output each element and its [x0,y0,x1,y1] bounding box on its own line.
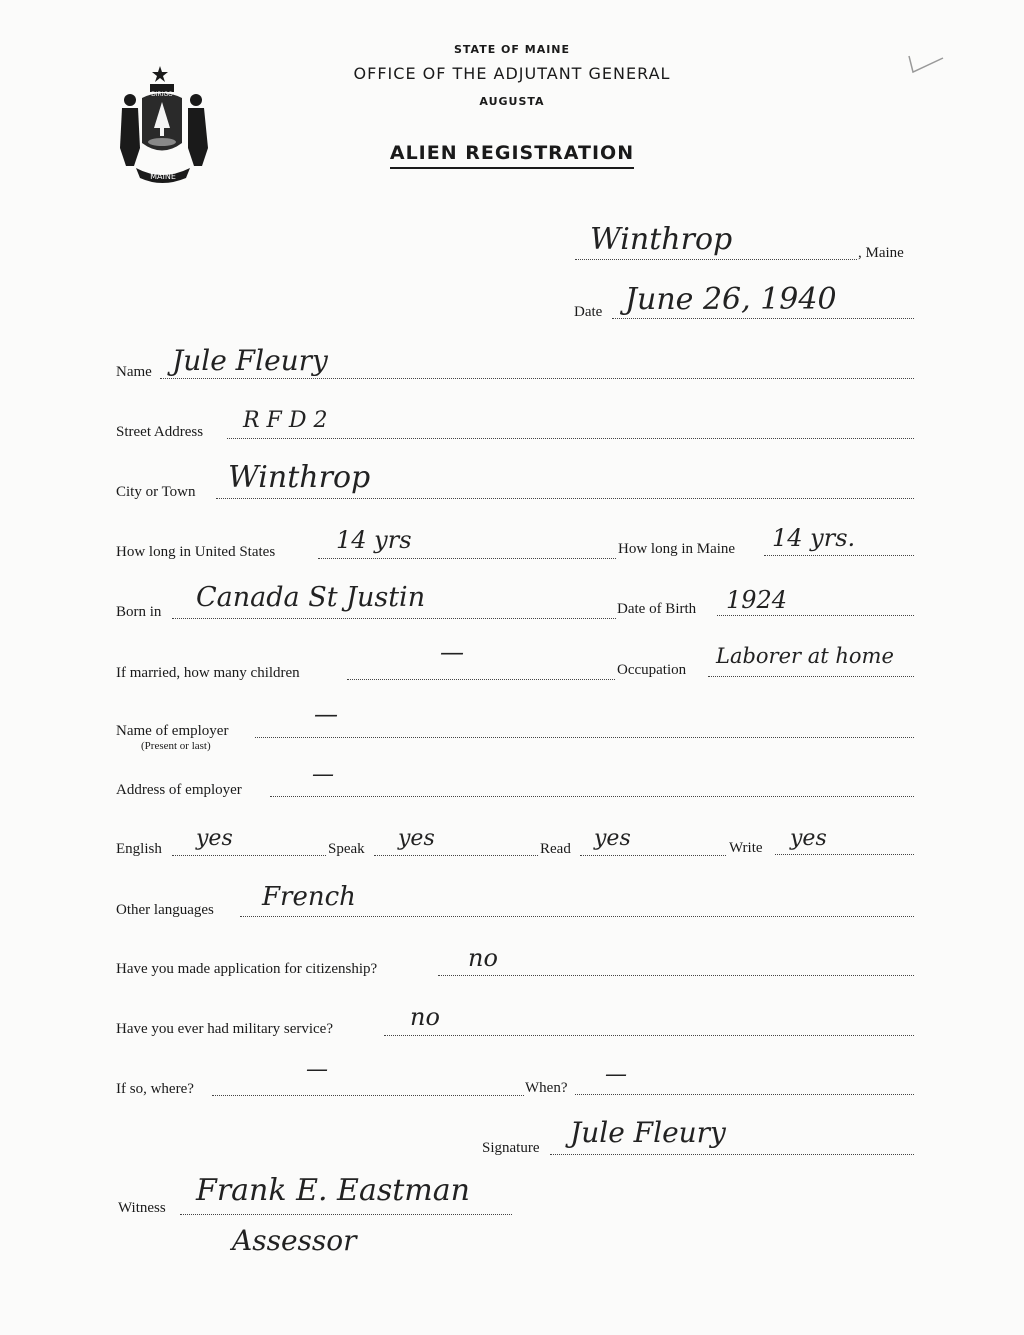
employer-address-label: Address of employer [116,782,242,798]
when-value: — [605,1062,627,1087]
seal-banner: MAINE [150,172,176,181]
check-mark-icon [905,52,945,82]
header-office: OFFICE OF THE ADJUTANT GENERAL [353,64,671,83]
born-in-label: Born in [116,604,162,620]
witness-line [180,1214,512,1215]
employer-address-value: — [312,762,334,787]
dob-label: Date of Birth [617,601,697,617]
dob-line [717,615,914,616]
military-line [384,1035,914,1036]
city-line [216,498,914,499]
if-so-where-label: If so, where? [116,1081,194,1097]
employer-address-line [270,796,914,797]
occupation-value: Laborer at home [716,644,894,668]
children-line [347,679,615,680]
name-value: Jule Fleury [172,344,328,377]
if-so-where-value: — [306,1057,328,1082]
employer-name-label: Name of employer [116,723,229,739]
how-long-maine-label: How long in Maine [618,541,736,557]
town-value: Winthrop [590,222,733,257]
date-label: Date [574,304,603,320]
write-line [775,854,914,855]
english-line [172,855,326,856]
how-long-us-line [318,558,616,559]
born-in-value: Canada St Justin [196,582,426,613]
form-title: ALIEN REGISTRATION [0,142,1024,164]
read-value: yes [594,826,631,851]
city-label: City or Town [116,484,196,500]
date-line [612,318,914,319]
other-languages-line [240,916,914,917]
read-line [580,855,726,856]
military-value: no [410,1003,440,1031]
speak-line [374,855,538,856]
citizenship-label: Have you made application for citizenship? [116,961,378,977]
employer-name-sublabel: (Present or last) [141,740,211,752]
seal-motto: DIRIGO [151,91,173,98]
military-label: Have you ever had military service? [116,1021,333,1037]
name-line [160,378,914,379]
occupation-label: Occupation [617,662,687,678]
header-city: AUGUSTA [479,95,545,108]
how-long-maine-value: 14 yrs. [772,524,856,552]
speak-label: Speak [328,841,365,857]
speak-value: yes [398,826,435,851]
occupation-line [708,676,914,677]
other-languages-value: French [262,882,356,912]
when-label: When? [525,1080,568,1096]
how-long-us-label: How long in United States [116,544,276,560]
how-long-us-value: 14 yrs [336,526,412,554]
citizenship-value: no [468,944,498,972]
other-languages-label: Other languages [116,902,214,918]
signature-line [550,1154,914,1155]
date-value: June 26, 1940 [625,282,837,317]
dob-value: 1924 [726,586,788,614]
read-label: Read [540,841,571,857]
street-label: Street Address [116,424,204,440]
witness-label: Witness [118,1200,166,1216]
maine-label: , Maine [858,245,904,261]
write-value: yes [790,826,827,851]
english-label: English [116,841,162,857]
if-so-where-line [212,1095,524,1096]
name-label: Name [116,364,152,380]
children-label: If married, how many children [116,665,300,681]
signature-value: Jule Fleury [570,1116,726,1149]
street-line [227,438,914,439]
city-value: Winthrop [228,460,371,495]
citizenship-line [438,975,914,976]
employer-name-line [255,737,914,738]
town-line [575,259,857,260]
witness-title: Assessor [232,1224,357,1257]
write-label: Write [729,840,763,856]
english-value: yes [196,826,233,851]
when-line [575,1094,914,1095]
how-long-maine-line [764,555,914,556]
header-state: STATE OF MAINE [453,43,571,56]
signature-label: Signature [482,1140,540,1156]
employer-name-value: — [314,700,338,728]
children-value: — [440,638,464,666]
street-value: R F D 2 [243,408,328,433]
witness-value: Frank E. Eastman [196,1173,470,1208]
born-in-line [172,618,616,619]
